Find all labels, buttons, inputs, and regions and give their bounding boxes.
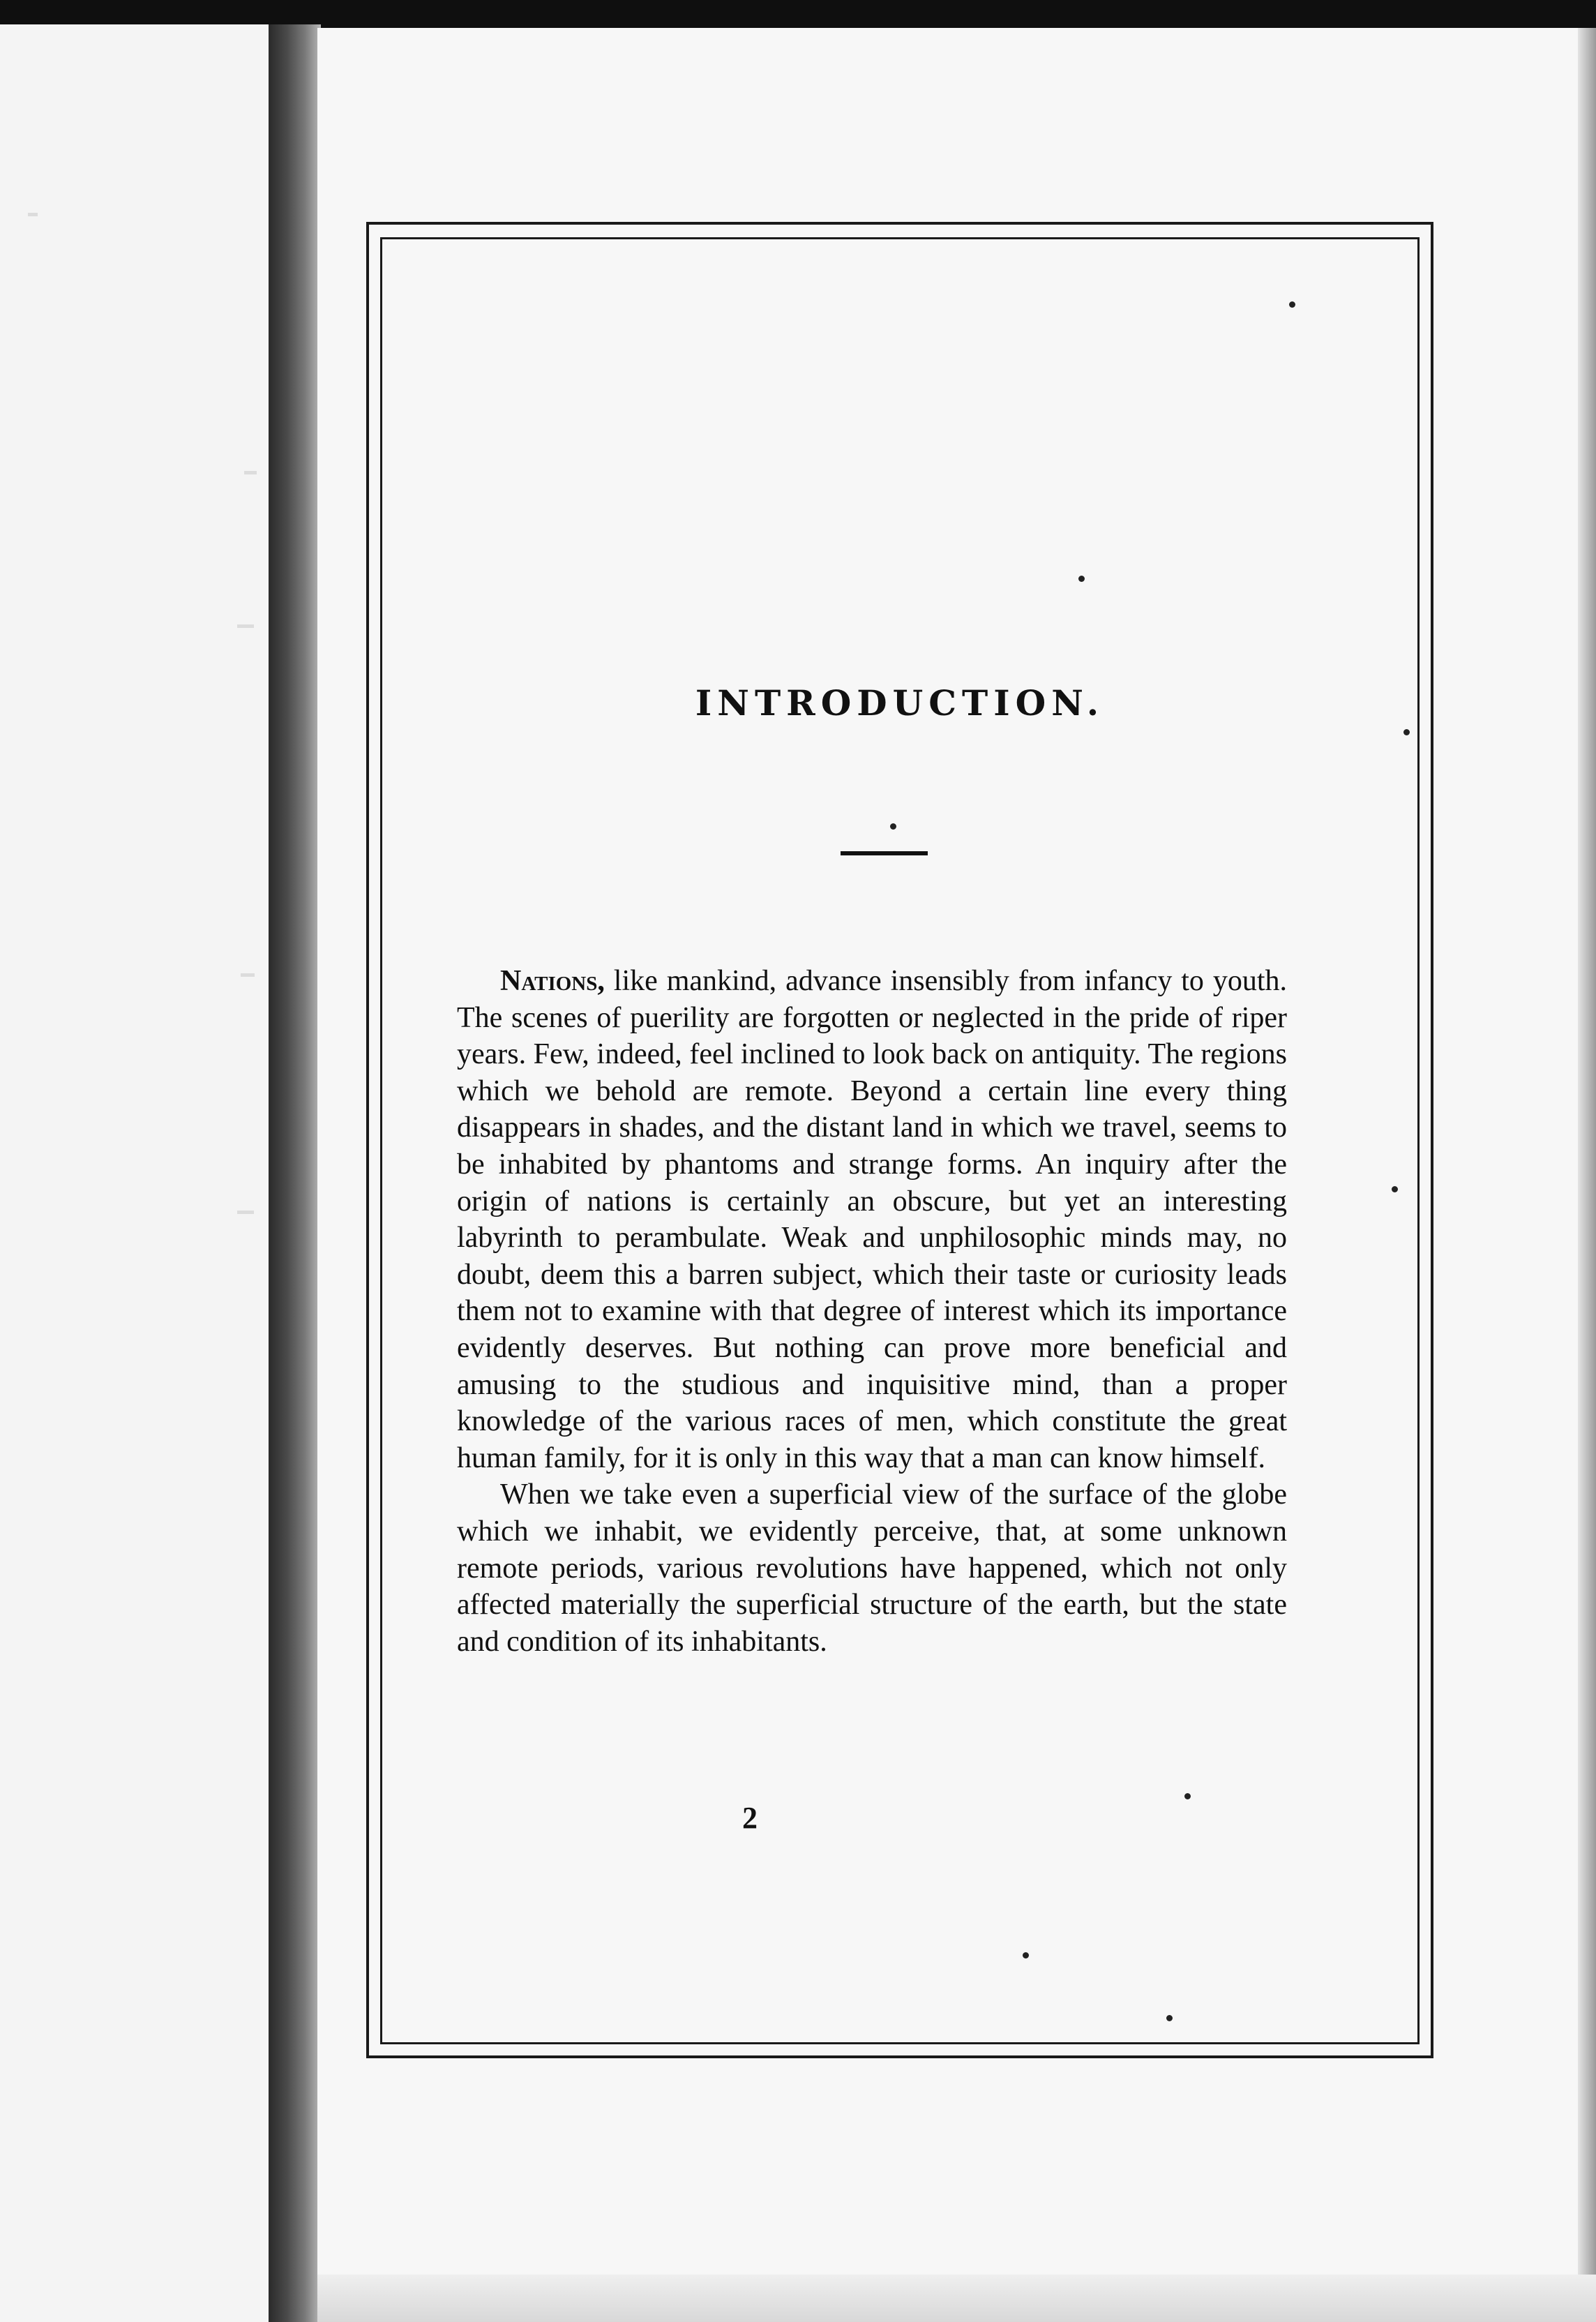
scan-speck (1023, 1952, 1029, 1958)
scan-speck (890, 823, 896, 830)
bleed-through-mark (28, 213, 38, 216)
scan-speck (1392, 1186, 1398, 1192)
bleed-through-mark (241, 973, 255, 977)
scan-speck (1166, 2015, 1173, 2021)
chapter-title: INTRODUCTION. (695, 682, 1105, 724)
book-gutter (269, 24, 321, 2322)
body-text (457, 963, 1287, 1660)
bleed-through-mark (244, 471, 257, 474)
scan-speck (1403, 729, 1410, 735)
page-bottom-edge (317, 2275, 1596, 2322)
bleed-through-mark (237, 624, 254, 628)
paragraph-text: When we take even a superficial view of the surface of the globe which we inhabit, we evidently perceive, that, at some unknown remote periods, various revolutions have happened, which not only affected materially the superficial structure of the earth, but the state and condition of its inhabitants. (457, 1478, 1287, 1658)
bleed-through-mark (237, 1211, 254, 1214)
scan-speck (1078, 576, 1085, 582)
paragraph-text: like mankind, advance insensibly from infancy to youth. The scenes of puerility are forgotten or neglected in the pride of riper years. Few, indeed, feel inclined to look back on antiquity. The regions which we behold are remote. Beyond a certain line every thing disappears in shades, and the distant land in which we travel, seems to be inhabited by phantoms and strange forms. An inquiry after the origin of nations is certainly an obscure, but yet an interesting labyrinth to perambulate. Weak and unphilosophic minds may, no doubt, deem this a barren subject, which their taste or curiosity leads them not to examine with that degree of interest which its importance evidently deserves. But nothing can prove more beneficial and amusing to the studious and inquisitive mind, than a proper knowledge of the various races of men, which constitute the great human family, for it is only in this way that a man can know himself. (457, 965, 1287, 1474)
paragraph (457, 963, 1287, 1476)
scan-speck (1184, 1793, 1191, 1799)
paragraph-lead-word: Nations, (500, 965, 605, 997)
page-number: 2 (742, 1801, 758, 1835)
paragraph (457, 1476, 1287, 1660)
facing-page-left (0, 24, 269, 2322)
page-right-edge (1578, 28, 1596, 2322)
title-rule (841, 851, 928, 855)
scan-speck (1289, 301, 1295, 308)
